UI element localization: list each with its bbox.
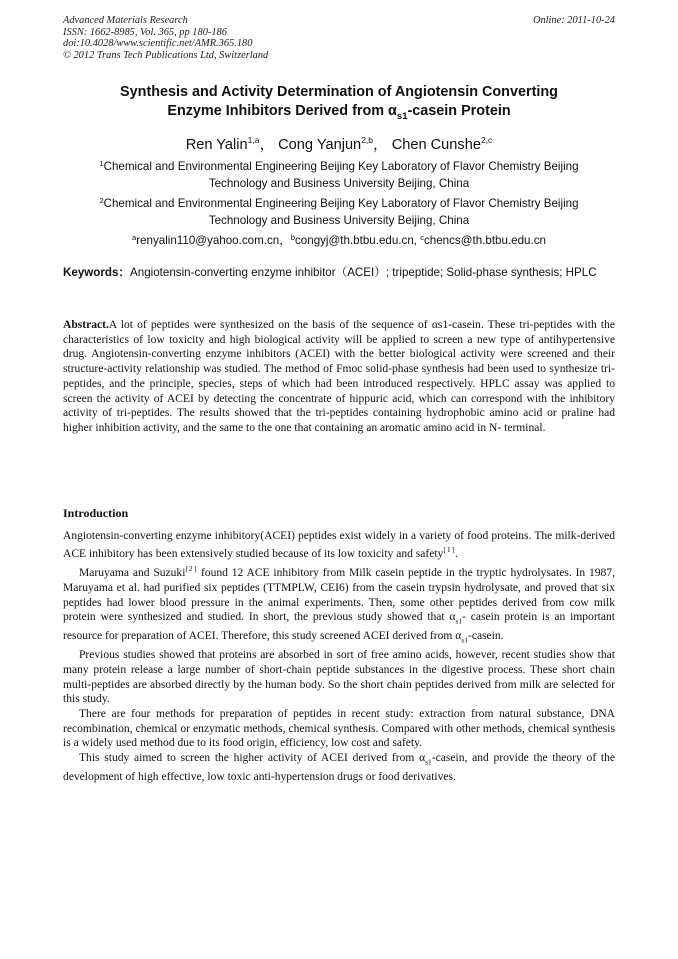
paper-title [60, 83, 618, 126]
keywords [63, 266, 615, 281]
email-link[interactable]: renyalin110@yahoo.com.cn [136, 234, 280, 247]
section-heading: Introduction [63, 506, 129, 520]
title-line-1: Synthesis and Activity Determination of Angiotensin Converting [120, 84, 558, 100]
author-name: Ren Yalin [185, 137, 248, 153]
title-line-2: Enzyme Inhibitors Derived from $\alpha_{s1}$-casein Protein [167, 103, 511, 122]
paragraph: There are four methods for preparation of peptides in recent study: extraction from natural substance, DNA recombination, chemical or enzymatic methods, chemical synthesis. Compared with other methods, chemical synthesis is a widely used method due to its food origin, efficiency, low cost and safety. [63, 708, 615, 750]
author-emails: $^a$renyalin110@yahoo.com.cn，$^b$congyj@th.btbu.edu.cn, $^c$chencs@th.btbu.edu.cn [132, 233, 546, 247]
journal-name: Advanced Materials Research [63, 15, 188, 26]
author-name: Chen Cunshe [391, 137, 481, 153]
online-date: Online: 2011-10-24 [532, 15, 615, 26]
abstract-label: Abstract. [63, 319, 109, 331]
author-name: Cong Yanjun [278, 137, 362, 153]
abstract-text: A lot of peptides were synthesized on the basis of the sequence of αs1-casein. These tri-peptides with the characteristics of low toxicity and high biological activity will be applied to screen a new type of antihypertensive drug. Angiotensin-converting enzyme inhibitors (ACEI) with the better biological activity were screened and their structure-activity relationship was studied. The method of Fmoc solid-phase synthesis had been used to synthesize tri-peptides, and the principle, species, steps of which had been introduced respectively. HPLC assay was applied to screen the activity of ACEI by detecting the concentrate of hippuric acid, which can correspond with the inhibitory activity of tri-peptides. The results showed that the tri-peptides containing hydrophobic amino acid or praline had higher inhibition activity, and the same to the one that containing an aromatic amino acid in N- terminal. [63, 319, 615, 434]
email-link[interactable]: congyj@th.btbu.edu.cn [295, 234, 414, 247]
paragraph: This study aimed to screen the higher activity of ACEI derived from $\alpha_{s1}$-casein, and provide the theory of the development of high effective, low toxic anti-hypertension drugs or food derivatives. [63, 752, 615, 784]
author-list: Ren Yalin$^{1,a}$， Cong Yanjun$^{2,b}$， Chen Cunshe$^{2,c}$ [185, 135, 493, 153]
abstract [63, 318, 615, 436]
paragraph: Maruyama and Suzuki[2] found 12 ACE inhibitory from Milk casein peptide in the tryptic hydrolysates. In 1987, Maruyama et al. had purified six peptides (TTMPLW, CEI6) from the casein trypsin hydrolysate, and proved that six peptides had lower blood pressure in the animal experiments. Then, some other peptides derived from cow milk protein were synthesized and studied. In short, the previous study showed that $\alpha_{s1}-$ casein protein is an important resource for preparation of ACEI. Therefore, this study screened ACEI derived from $\alpha_{s1}$-casein. [63, 564, 615, 645]
email-link[interactable]: chencs@th.btbu.edu.cn [423, 234, 546, 247]
copyright-line: © 2012 Trans Tech Publications Ltd, Switzerland [63, 49, 269, 61]
citation[interactable]: [2] [185, 564, 198, 574]
journal-header [63, 15, 615, 61]
introduction-section [63, 506, 615, 785]
affiliation-1: $^1$Chemical and Environmental Engineering Beijing Key Laboratory of Flavor Chemistry Beijing Technology and Business University Beijing, China [99, 159, 579, 190]
paragraph: Angiotensin-converting enzyme inhibitory(ACEI) peptides exist widely in a variety of food proteins. The milk-derived ACE inhibitory has been extensively studied because of its low toxicity and safety[1]. [63, 529, 615, 561]
keywords-label: Keywords： [63, 266, 131, 279]
keywords-text: Angiotensin-converting enzyme inhibitor（ACEI）; tripeptide; Solid-phase synthesis; HPLC [130, 266, 597, 279]
doi-line: doi:10.4028/www.scientific.net/AMR.365.180 [63, 38, 253, 50]
paragraph: Previous studies showed that proteins are absorbed in sort of free amino acids, however, recent studies show that many protein release a large number of short-chain peptide substances in the digestive process. These short chain multi-peptides are absorbed directly by the human body. So the short chain peptides derived from milk are selected for this study. [63, 649, 615, 706]
issn-line: ISSN: 1662-8985, Vol. 365, pp 180-186 [63, 26, 227, 38]
affiliation-2: $^2$Chemical and Environmental Engineering Beijing Key Laboratory of Flavor Chemistry Beijing Technology and Business University Beijing, China [99, 196, 579, 227]
citation[interactable]: [1] [443, 545, 456, 555]
